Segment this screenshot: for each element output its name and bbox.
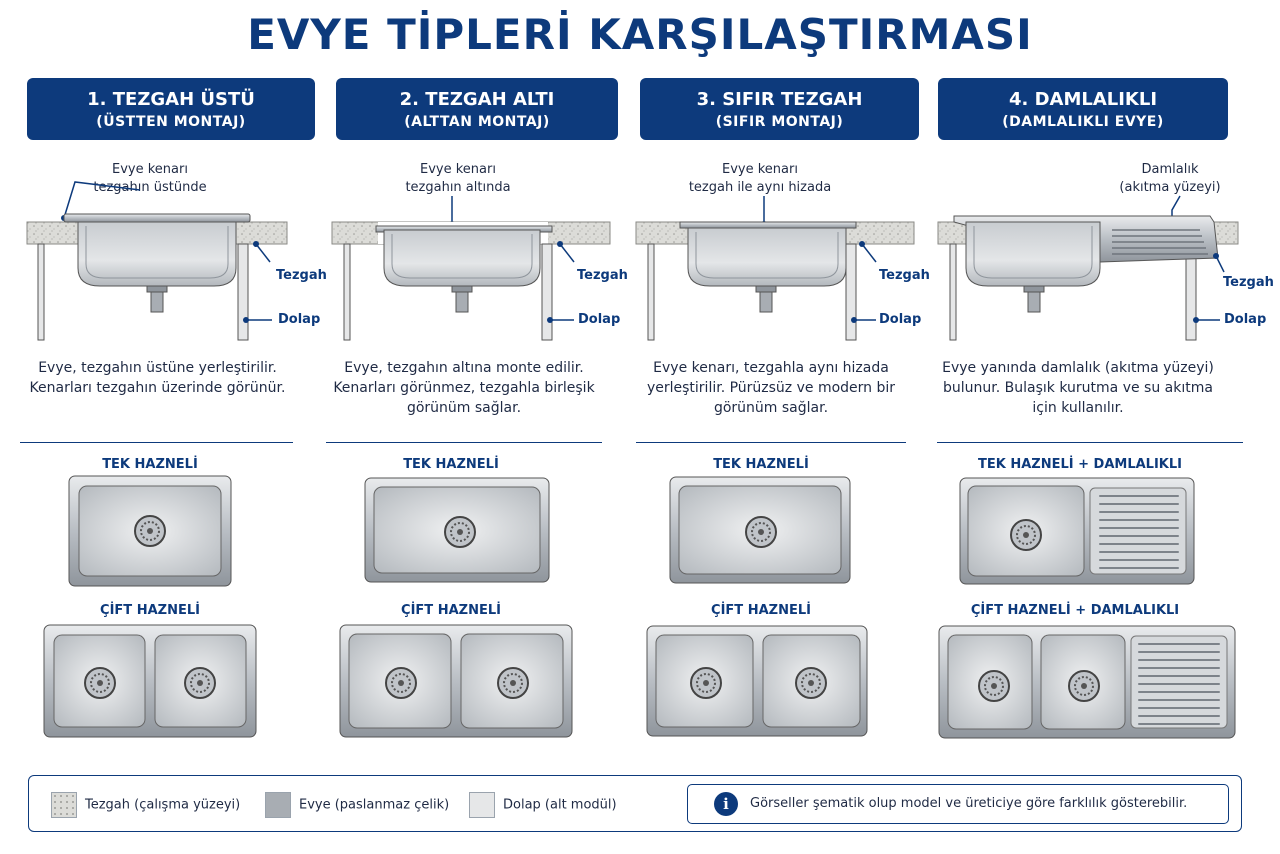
- note-text: Görseller şematik olup model ve üreticiye göre farklılık gösterebilir.: [750, 796, 1188, 811]
- desc-line: Evye, tezgahın altına monte edilir.: [344, 360, 584, 376]
- legend: [28, 775, 1242, 832]
- double-bowl-label: ÇİFT HAZNELİ + DAMLALIKLI: [970, 603, 1180, 618]
- label-dolap: Dolap: [879, 312, 922, 327]
- header-title: 2. TEZGAH ALTI: [399, 89, 555, 110]
- desc-line: Kenarları tezgahın üzerinde görünür.: [29, 380, 286, 396]
- double-bowl-label: ÇİFT HAZNELİ: [100, 603, 200, 618]
- drain-icon: [979, 671, 1009, 701]
- description: [938, 358, 1218, 418]
- info-icon: i: [714, 792, 738, 816]
- drain-icon: [796, 668, 826, 698]
- double-bowl-sink: [44, 625, 258, 739]
- drain-icon: [1069, 671, 1099, 701]
- single-bowl-label: TEK HAZNELİ: [102, 457, 198, 472]
- desc-line: Evye kenarı, tezgahla aynı hizada: [653, 360, 889, 376]
- callout-line: (akıtma yüzeyi): [1119, 180, 1221, 195]
- header-title: 3. SIFIR TEZGAH: [696, 89, 863, 110]
- header-title: 4. DAMLALIKLI: [1008, 89, 1158, 110]
- callout-line: tezgah ile aynı hizada: [688, 180, 832, 195]
- drain-icon: [1011, 520, 1041, 550]
- callout-line: Evye kenarı: [112, 162, 188, 177]
- legend-item-tezgah: [51, 792, 240, 818]
- page-title: EVYE TİPLERİ KARŞILAŞTIRMASI: [247, 10, 1033, 59]
- desc-line: görünüm sağlar.: [406, 400, 522, 416]
- double-bowl-label: ÇİFT HAZNELİ: [401, 603, 501, 618]
- legend-label: Tezgah (çalışma yüzeyi): [85, 797, 241, 813]
- desc-line: Evye, tezgahın üstüne yerleştirilir.: [38, 360, 277, 376]
- desc-line: bulunur. Bulaşık kurutma ve su akıtma: [943, 380, 1213, 396]
- double-bowl-sink: [340, 625, 574, 739]
- desc-line: görünüm sağlar.: [713, 400, 829, 416]
- header-subtitle: (ALTTAN MONTAJ): [404, 114, 550, 130]
- single-bowl-sink: [69, 476, 233, 588]
- desc-line: yerleştirilir. Pürüzsüz ve modern bir: [646, 380, 896, 396]
- header-subtitle: (ÜSTTEN MONTAJ): [96, 114, 246, 130]
- drain-icon: [691, 668, 721, 698]
- callout-line: tezgahın üstünde: [93, 180, 207, 195]
- double-bowl-drainboard-sink: [939, 626, 1237, 740]
- legend-label: Evye (paslanmaz çelik): [299, 797, 450, 813]
- legend-label: Dolap (alt modül): [503, 797, 617, 813]
- desc-line: Evye yanında damlalık (akıtma yüzeyi): [942, 360, 1214, 376]
- callout-line: tezgahın altında: [405, 180, 511, 195]
- description: [20, 358, 295, 398]
- callout-line: Damlalık: [1141, 162, 1199, 177]
- callout-line: Evye kenarı: [722, 162, 798, 177]
- label-tezgah: Tezgah: [1223, 275, 1274, 290]
- section-diagram-damlalikli: [0, 0, 1260, 350]
- single-bowl-label: TEK HAZNELİ + DAMLALIKLI: [978, 457, 1182, 472]
- drain-icon: [445, 517, 475, 547]
- drain-icon: [135, 516, 165, 546]
- legend-item-evye: [265, 792, 449, 818]
- header-title: 1. TEZGAH ÜSTÜ: [87, 89, 255, 110]
- label-tezgah: Tezgah: [879, 268, 930, 283]
- divider: [636, 442, 906, 443]
- divider: [937, 442, 1243, 443]
- single-bowl-label: TEK HAZNELİ: [713, 457, 809, 472]
- divider: [326, 442, 602, 443]
- single-bowl-sink: [670, 477, 852, 585]
- header-subtitle: (SIFIR MONTAJ): [715, 114, 844, 130]
- steel-swatch-icon: [265, 792, 291, 818]
- drain-icon: [386, 668, 416, 698]
- legend-item-dolap: [469, 792, 617, 818]
- note-box: [687, 784, 1229, 824]
- label-tezgah: Tezgah: [276, 268, 327, 283]
- double-bowl-sink: [647, 626, 869, 738]
- cabinet-swatch-icon: [469, 792, 495, 818]
- drain-icon: [746, 517, 776, 547]
- drain-icon: [498, 668, 528, 698]
- single-bowl-drainboard-sink: [960, 478, 1196, 586]
- header-subtitle: (DAMLALIKLI EVYE): [1002, 114, 1164, 130]
- drain-icon: [185, 668, 215, 698]
- description: [636, 358, 906, 418]
- double-bowl-label: ÇİFT HAZNELİ: [711, 603, 811, 618]
- label-dolap: Dolap: [278, 312, 321, 327]
- single-bowl-sink: [365, 478, 551, 584]
- single-bowl-label: TEK HAZNELİ: [403, 457, 499, 472]
- callout-line: Evye kenarı: [420, 162, 496, 177]
- label-dolap: Dolap: [578, 312, 621, 327]
- label-tezgah: Tezgah: [577, 268, 628, 283]
- description: [326, 358, 602, 418]
- desc-line: için kullanılır.: [1032, 400, 1124, 416]
- granite-swatch-icon: [51, 792, 77, 818]
- label-dolap: Dolap: [1224, 312, 1267, 327]
- divider: [20, 442, 293, 443]
- drain-icon: [85, 668, 115, 698]
- desc-line: Kenarları görünmez, tezgahla birleşik: [333, 380, 595, 396]
